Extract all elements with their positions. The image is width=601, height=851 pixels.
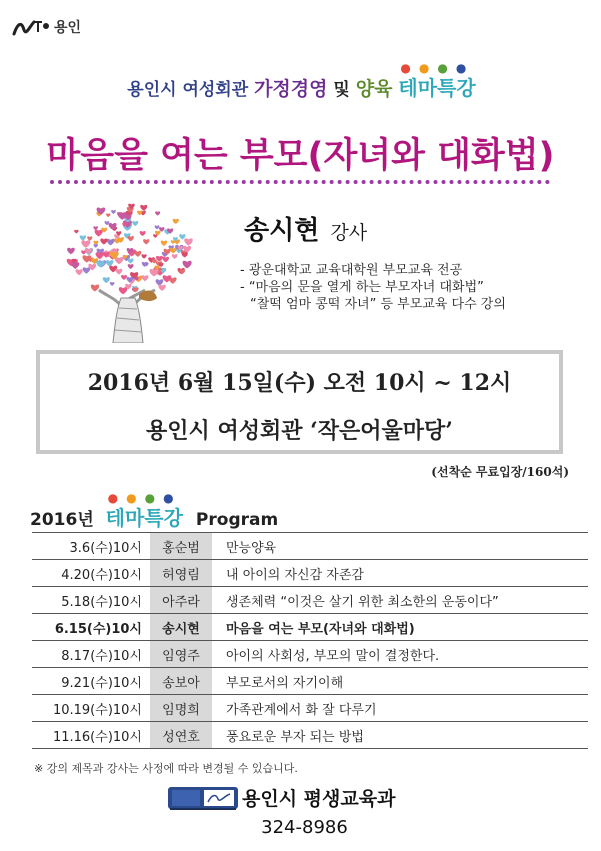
header-theme-label: 테마특강	[398, 76, 476, 100]
heart-shape	[143, 239, 149, 244]
header-org: 용인시 여성회관	[127, 80, 249, 100]
heart-shape	[107, 239, 115, 246]
program-date: 10.19(수)10시	[32, 695, 150, 722]
program-row	[32, 533, 588, 560]
heart-shape	[103, 277, 110, 283]
heart-shape	[80, 235, 86, 240]
program-row	[32, 641, 588, 668]
heart-shape	[140, 231, 146, 236]
heart-shape	[158, 285, 165, 291]
heart-shape	[100, 239, 107, 245]
heart-shape	[156, 256, 163, 262]
program-date: 5.18(수)10시	[32, 587, 150, 614]
program-lecturer: 성연호	[150, 722, 212, 749]
event-date: 2016년 6월 15일(수) 오전 10시 ~ 12시	[87, 370, 512, 396]
program-date: 4.20(수)10시	[32, 560, 150, 587]
heart-shape	[141, 275, 148, 281]
program-topic: 생존체력 “이것은 살기 위한 최소한의 운동이다”	[212, 587, 588, 614]
logo	[12, 14, 81, 40]
heart-shape	[161, 241, 168, 246]
footnote: ※ 강의 제목과 강사는 사정에 따라 변경될 수 있습니다.	[34, 762, 298, 775]
program-row	[32, 587, 588, 614]
theme-dots: ●●●●	[107, 491, 182, 505]
program-row	[32, 695, 588, 722]
program-date: 8.17(수)10시	[32, 641, 150, 668]
org-name: 용인시 평생교육과	[242, 788, 396, 810]
program-lecturer: 임명희	[150, 695, 212, 722]
heart-shape	[128, 264, 134, 269]
heart-shape	[114, 238, 120, 243]
program-lecturer: 홍순범	[150, 533, 212, 560]
program-topic: 아이의 사회성, 부모의 말이 결정한다.	[212, 641, 588, 668]
heart-shape	[111, 210, 116, 214]
program-row	[32, 722, 588, 749]
program-row	[32, 614, 588, 641]
heart-shape	[91, 285, 99, 292]
main-title: 마음을 여는 부모(자녀와 대화법)	[46, 136, 555, 176]
program-topic: 만능양육	[212, 533, 588, 560]
program-lecturer: 송시현	[150, 614, 212, 641]
heart-shape	[155, 211, 160, 215]
heart-shape	[67, 248, 75, 254]
heart-shape	[132, 221, 138, 226]
heart-shape	[115, 269, 122, 275]
heart-shape	[74, 230, 78, 234]
heart-shape	[179, 234, 185, 239]
speaker-role: 강사	[330, 222, 368, 244]
bio-line: - “마음의 문을 열게 하는 부모자녀 대화법”	[240, 280, 484, 295]
heart-shape	[173, 219, 179, 224]
heart-shape	[87, 236, 92, 240]
heart-shape	[128, 236, 134, 241]
heart-shape	[82, 255, 91, 262]
program-date: 3.6(수)10시	[32, 533, 150, 560]
event-admission-note: (선착순 무료입장/160석)	[431, 465, 569, 479]
heart-shape	[162, 257, 169, 263]
program-topic: 마음을 여는 부모(자녀와 대화법)	[212, 614, 588, 641]
heart-shape	[142, 262, 148, 267]
header-and: 및	[333, 80, 350, 100]
program-topic: 가족관계에서 화 잘 다루기	[212, 695, 588, 722]
heart-shape	[128, 258, 134, 263]
yongin-city-badge-icon	[168, 785, 238, 811]
event-venue: 용인시 여성회관 ‘작은어울마당’	[146, 418, 453, 444]
heart-shape	[184, 238, 193, 245]
speaker-bio	[240, 262, 506, 313]
program-heading	[30, 491, 279, 531]
heart-shape	[140, 205, 147, 211]
heart-shape	[106, 213, 110, 217]
heart-shape	[172, 254, 178, 259]
logo-text: 용인	[54, 20, 82, 36]
program-date: 9.21(수)10시	[32, 668, 150, 695]
heart-shape	[119, 287, 128, 294]
heart-shape	[183, 261, 192, 269]
heart-shape	[115, 257, 124, 264]
heart-shape	[141, 254, 146, 258]
program-topic: 풍요로운 부자 되는 방법	[212, 722, 588, 749]
footer-org	[168, 784, 395, 811]
heart-shape	[93, 226, 98, 230]
heart-shape	[110, 282, 115, 286]
heart-shape	[83, 267, 91, 273]
bio-line: “찰떡 엄마 콩떡 자녀” 등 부모교육 다수 강의	[250, 297, 506, 312]
program-theme	[105, 491, 190, 530]
program-lecturer: 아주라	[150, 587, 212, 614]
heart-shape	[81, 240, 90, 248]
program-row	[32, 560, 588, 587]
title-divider	[50, 180, 550, 184]
program-table	[32, 532, 588, 749]
program-lecturer: 허영림	[150, 560, 212, 587]
heart-shape	[137, 211, 142, 215]
heart-shape	[76, 269, 83, 275]
header-topic-2: 양육	[355, 78, 393, 100]
sarangdeul-logo-icon	[12, 16, 52, 38]
heart-shape	[106, 260, 114, 266]
header-theme	[398, 61, 476, 100]
org-phone: 324-8986	[261, 817, 348, 838]
speaker	[244, 210, 367, 247]
program-row	[32, 668, 588, 695]
heart-shape	[155, 225, 160, 229]
program-topic: 내 아이의 자신감 자존감	[212, 560, 588, 587]
header-topic-1: 가정경영	[254, 78, 328, 100]
header-line	[14, 61, 589, 101]
bio-line: - 광운대학교 교육대학원 부모교육 전공	[240, 263, 463, 278]
program-theme-label: 테마특강	[105, 506, 183, 530]
program-lecturer: 임영주	[150, 641, 212, 668]
heart-tree-illustration	[55, 198, 205, 343]
program-topic: 부모로서의 자기이해	[212, 668, 588, 695]
heart-shape	[121, 275, 127, 280]
theme-dots: ●●●●	[400, 61, 475, 75]
speaker-name: 송시현	[244, 216, 320, 246]
program-date: 11.16(수)10시	[32, 722, 150, 749]
heart-shape	[163, 275, 172, 282]
program-label: Program	[195, 510, 279, 530]
heart-shape	[170, 248, 177, 254]
program-year: 2016년	[30, 510, 94, 530]
program-lecturer: 송보아	[150, 668, 212, 695]
program-date: 6.15(수)10시	[32, 614, 150, 641]
